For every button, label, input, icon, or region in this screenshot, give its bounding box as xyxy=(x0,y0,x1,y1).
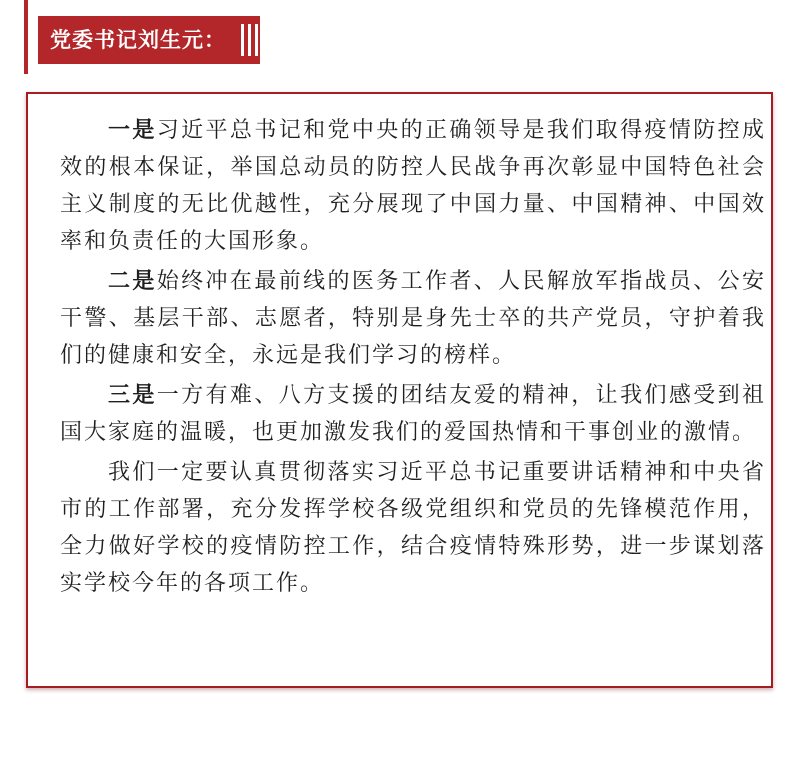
paragraph-lead: 三是 xyxy=(108,383,157,408)
section-heading-tab xyxy=(38,16,260,64)
paragraph-two xyxy=(60,263,766,374)
section-heading: 党委书记刘生元： xyxy=(50,28,226,52)
left-accent-rule xyxy=(24,0,28,74)
article-text-box xyxy=(26,92,773,688)
paragraph-closing xyxy=(60,454,766,602)
paragraph-lead: 二是 xyxy=(108,269,157,294)
paragraph-lead: 一是 xyxy=(108,118,157,143)
paragraph-text: 始终冲在最前线的医务工作者、人民解放军指战员、公安干警、基层干部、志愿者，特别是身先士卒的共产党员，守护着我们的健康和安全，永远是我们学习的榜样。 xyxy=(60,269,766,368)
paragraph-text: 我们一定要认真贯彻落实习近平总书记重要讲话精神和中央省市的工作部署，充分发挥学校各级党组织和党员的先锋模范作用，全力做好学校的疫情防控工作，结合疫情特殊形势，进一步谋划落实学校今年的各项工作。 xyxy=(60,460,766,596)
heading-stripe xyxy=(241,24,244,56)
article-body xyxy=(60,112,766,605)
paragraph-text: 一方有难、八方支援的团结友爱的精神，让我们感受到祖国大家庭的温暖，也更加激发我们的爱国热情和干事创业的激情。 xyxy=(60,383,766,445)
heading-stripe xyxy=(248,24,251,56)
paragraph-three xyxy=(60,377,766,451)
paragraph-one xyxy=(60,112,766,260)
paragraph-text: 习近平总书记和党中央的正确领导是我们取得疫情防控成效的根本保证，举国总动员的防控人民战争再次彰显中国特色社会主义制度的无比优越性，充分展现了中国力量、中国精神、中国效率和负责任的大国形象。 xyxy=(60,118,766,254)
heading-stripe xyxy=(255,24,258,56)
